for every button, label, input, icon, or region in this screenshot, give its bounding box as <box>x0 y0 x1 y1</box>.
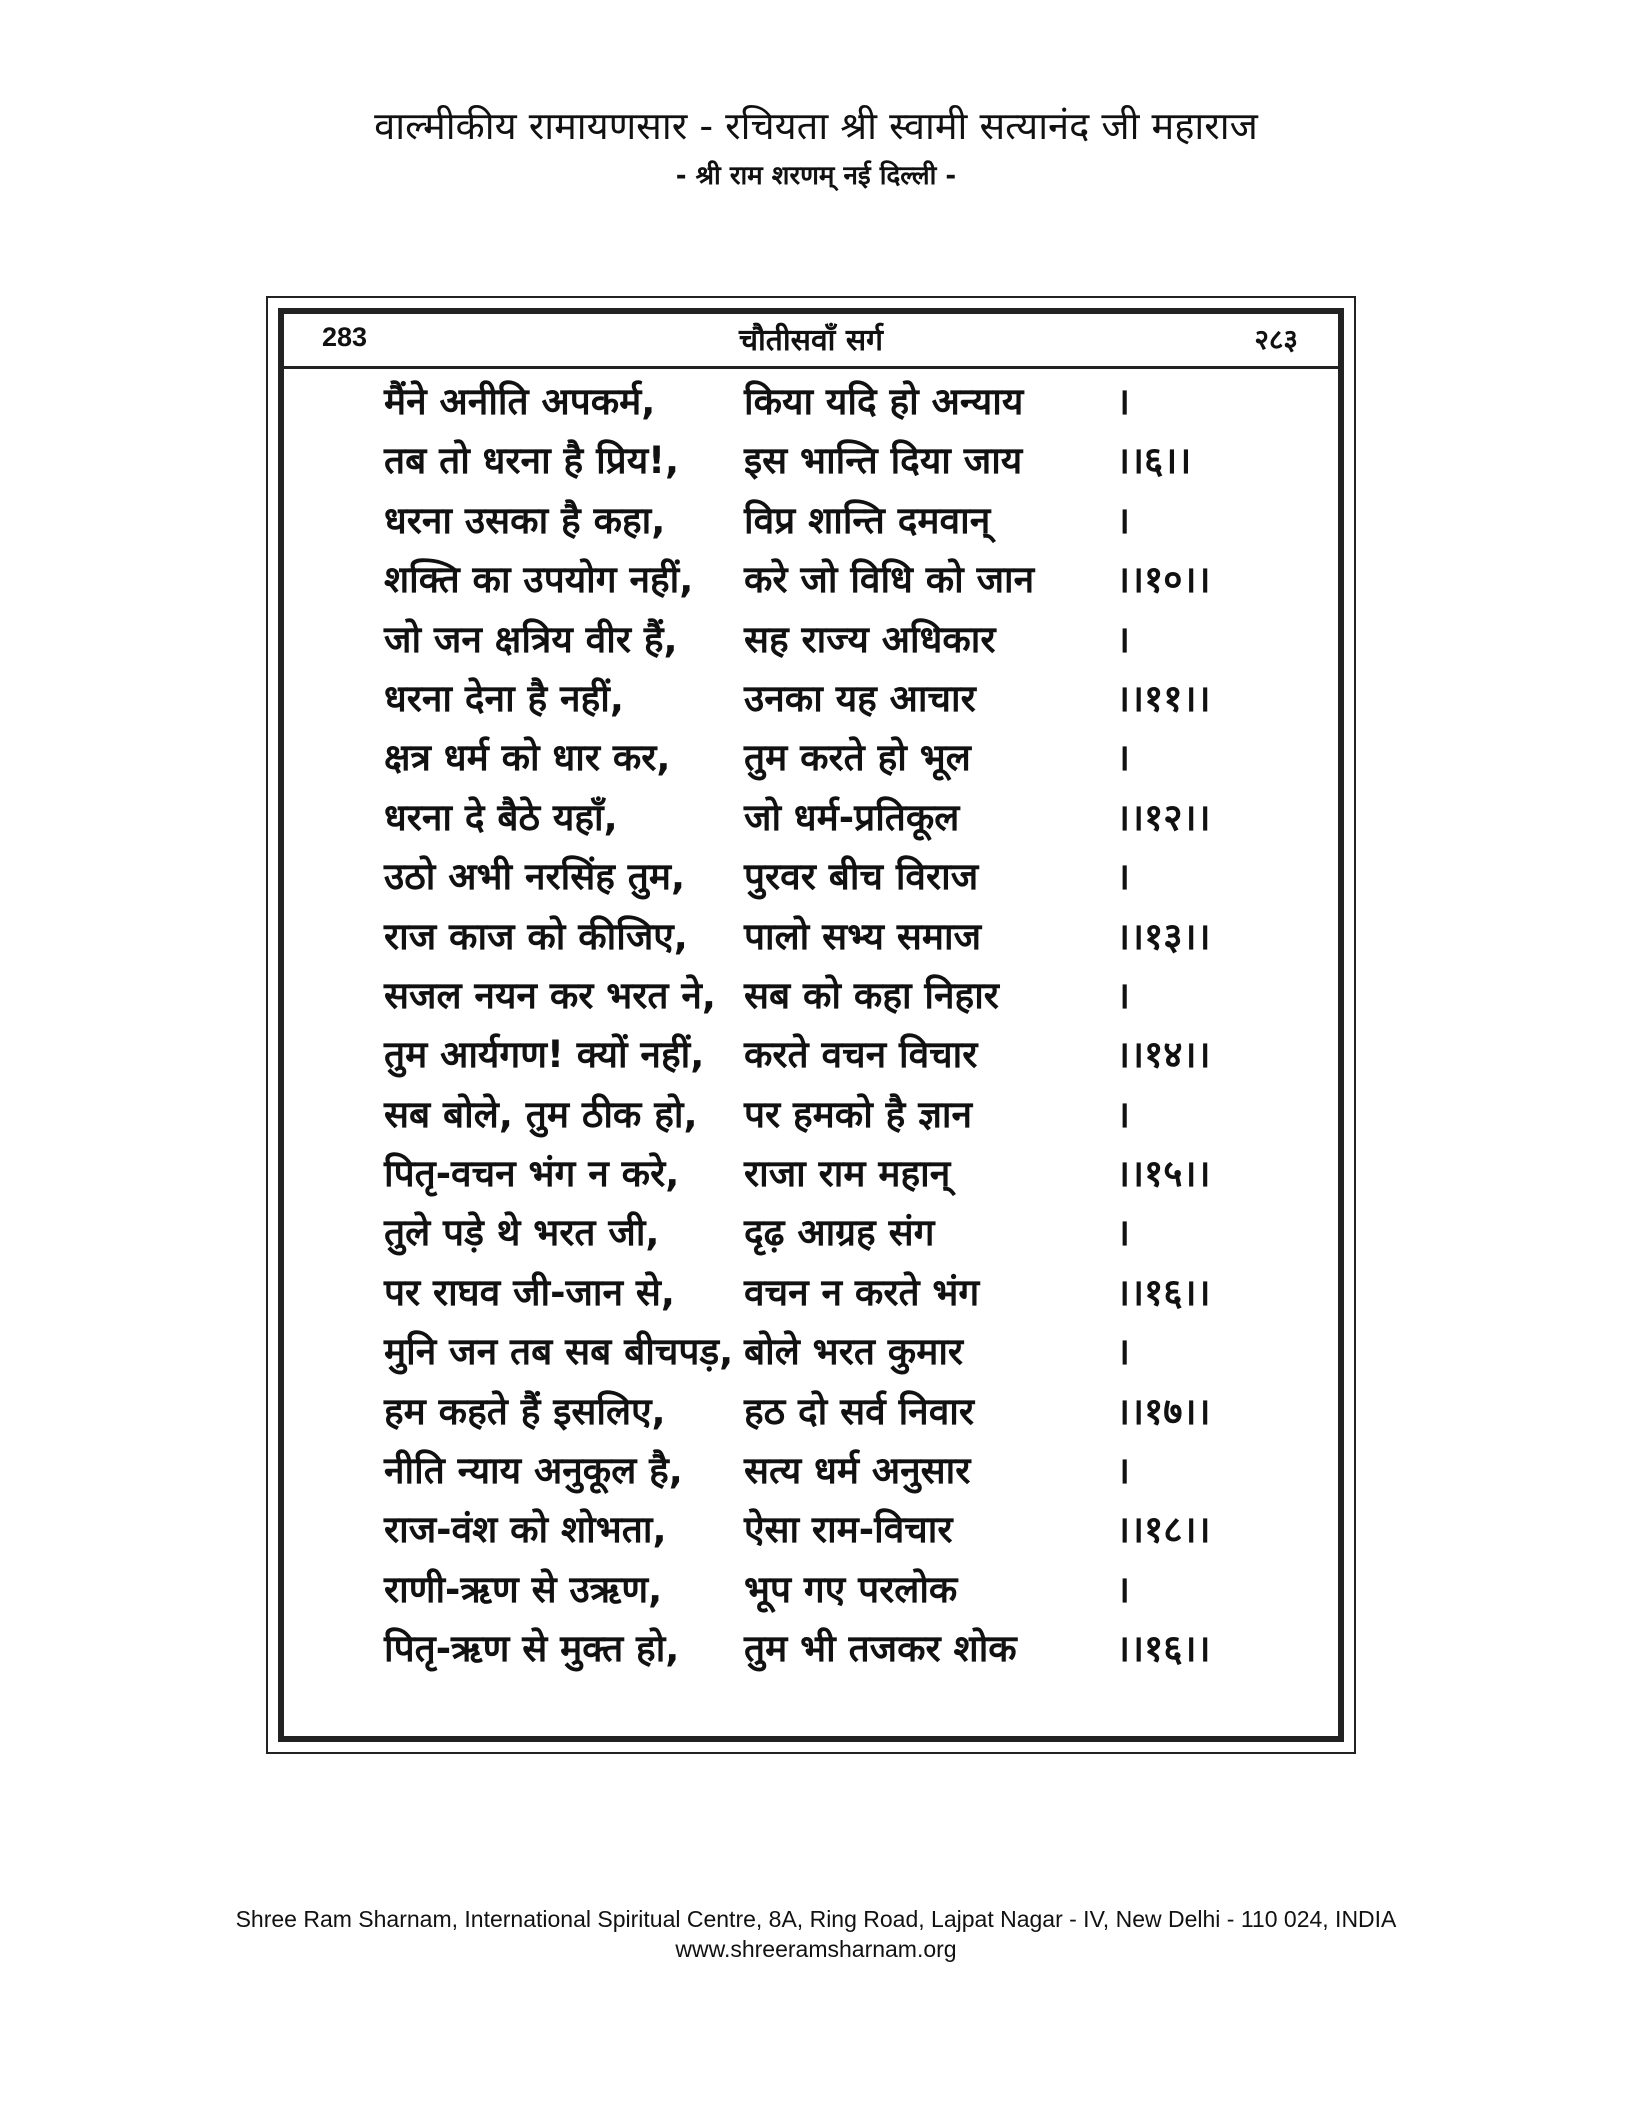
verse-line <box>284 431 1338 490</box>
verse-mark: । <box>1116 1211 1131 1255</box>
verse-second-half: भूप गए परलोक <box>744 1567 958 1611</box>
verse-first-half: तुले पड़े थे भरत जी, <box>384 1211 660 1255</box>
verse-first-half: क्षत्र धर्म को धार कर, <box>384 736 671 780</box>
verse-first-half: धरना उसका है कहा, <box>384 498 666 542</box>
verse-line <box>284 1144 1338 1203</box>
verse-line <box>284 550 1338 609</box>
document-title: वाल्मीकीय रामायणसार - रचियता श्री स्वामी सत्यानंद जी महाराज <box>374 104 1258 148</box>
verse-first-half: धरना दे बैठे यहाँ, <box>384 795 618 839</box>
verse-first-half: राणी-ऋण से उऋण, <box>384 1567 663 1611</box>
verse-second-half: तुम भी तजकर शोक <box>744 1627 1017 1671</box>
verse-line <box>284 1203 1338 1262</box>
verse-first-half: तुम आर्यगण! क्यों नहीं, <box>384 1033 705 1077</box>
verse-line <box>284 1025 1338 1084</box>
verse-mark: ।।११।। <box>1116 676 1211 720</box>
verse-first-half: पितृ-वचन भंग न करे, <box>384 1152 680 1196</box>
verse-mark: । <box>1116 498 1131 542</box>
verse-mark: । <box>1116 1567 1131 1611</box>
verse-mark: ।।१६।। <box>1116 1627 1211 1671</box>
verse-line <box>284 669 1338 728</box>
verse-line <box>284 788 1338 847</box>
verse-mark: । <box>1116 855 1131 899</box>
page-header <box>284 314 1338 369</box>
verse-line <box>284 1560 1338 1619</box>
document-subtitle: - श्री राम शरणम् नई दिल्ली - <box>675 161 957 191</box>
verse-mark: । <box>1116 1449 1131 1493</box>
chapter-title: चौतीसवाँ सर्ग <box>738 323 884 358</box>
verse-first-half: उठो अभी नरसिंह तुम, <box>384 855 686 899</box>
verse-second-half: तुम करते हो भूल <box>744 736 971 780</box>
verse-mark: ।।१६।। <box>1116 1270 1211 1314</box>
verse-second-half: जो धर्म-प्रतिकूल <box>744 795 960 839</box>
page-frame <box>266 296 1356 1754</box>
page-number-latin: 283 <box>322 322 368 352</box>
verse-second-half: किया यदि हो अन्याय <box>744 380 1024 423</box>
verse-first-half: धरना देना है नहीं, <box>384 676 624 720</box>
verse-mark: ।।१०।। <box>1116 558 1211 602</box>
footer-website[interactable]: www.shreeramsharnam.org <box>675 1936 957 1962</box>
verse-first-half: सब बोले, तुम ठीक हो, <box>384 1092 698 1136</box>
verse-second-half: सह राज्य अधिकार <box>744 617 996 661</box>
verse-line <box>284 1441 1338 1500</box>
verse-first-half: शक्ति का उपयोग नहीं, <box>384 558 694 602</box>
verse-line <box>284 1085 1338 1144</box>
verse-mark: । <box>1116 380 1131 423</box>
verse-second-half: सब को कहा निहार <box>744 973 999 1017</box>
verse-line <box>284 847 1338 906</box>
verse-second-half: पर हमको है ज्ञान <box>744 1092 973 1136</box>
verse-first-half: पितृ-ऋण से मुक्त हो, <box>384 1627 680 1671</box>
page-number-devanagari: २८३ <box>1254 323 1298 356</box>
verse-first-half: राज-वंश को शोभता, <box>384 1508 667 1552</box>
verse-second-half: वचन न करते भंग <box>744 1270 980 1314</box>
verse-first-half: सजल नयन कर भरत ने, <box>384 973 716 1017</box>
verse-mark: ।।६।। <box>1116 439 1192 483</box>
verse-line <box>284 1263 1338 1322</box>
verse-mark: ।।१३।। <box>1116 914 1211 958</box>
verse-mark: ।।१८।। <box>1116 1508 1211 1552</box>
verse-first-half: पर राघव जी-जान से, <box>384 1270 675 1314</box>
verse-second-half: बोले भरत कुमार <box>744 1330 964 1374</box>
verse-line <box>284 1322 1338 1381</box>
verse-mark: । <box>1116 1330 1131 1374</box>
verse-second-half: राजा राम महान् <box>744 1152 951 1196</box>
verse-line <box>284 1500 1338 1559</box>
verse-mark: ।।१२।। <box>1116 795 1211 839</box>
page-frame-inner <box>278 308 1344 1742</box>
verse-first-half: नीति न्याय अनुकूल है, <box>384 1449 683 1493</box>
verse-second-half: पुरवर बीच विराज <box>744 855 979 899</box>
verse-second-half: ऐसा राम-विचार <box>744 1508 953 1552</box>
verse-line <box>284 728 1338 787</box>
verse-second-half: करते वचन विचार <box>744 1033 978 1077</box>
verse-line <box>284 907 1338 966</box>
verse-first-half: जो जन क्षत्रिय वीर हैं, <box>384 617 678 661</box>
verse-first-half: हम कहते हैं इसलिए, <box>384 1389 666 1433</box>
verse-mark: ।।१७।। <box>1116 1389 1211 1433</box>
verse-mark: ।।१४।। <box>1116 1033 1211 1077</box>
verse-line <box>284 966 1338 1025</box>
verse-second-half: पालो सभ्य समाज <box>744 914 982 958</box>
verse-second-half: विप्र शान्ति दमवान् <box>744 498 991 542</box>
verse-second-half: सत्य धर्म अनुसार <box>744 1449 971 1493</box>
verse-second-half: दृढ़ आग्रह संग <box>744 1211 935 1255</box>
verse-list <box>284 372 1338 1679</box>
verse-second-half: उनका यह आचार <box>744 676 976 720</box>
verse-line <box>284 1619 1338 1678</box>
verse-second-half: करे जो विधि को जान <box>744 558 1035 602</box>
verse-first-half: तब तो धरना है प्रिय!, <box>384 439 680 483</box>
footer-address: Shree Ram Sharnam, International Spiritual Centre, 8A, Ring Road, Lajpat Nagar - IV, New Delhi - 110 024, INDIA <box>235 1906 1397 1932</box>
verse-mark: । <box>1116 617 1131 661</box>
verse-line <box>284 372 1338 431</box>
verse-mark: । <box>1116 1092 1131 1136</box>
verse-line <box>284 610 1338 669</box>
verse-mark: । <box>1116 736 1131 780</box>
verse-mark: ।।१५।। <box>1116 1152 1211 1196</box>
verse-second-half: इस भान्ति दिया जाय <box>744 439 1023 483</box>
verse-first-half: मुनि जन तब सब बीचपड़, <box>384 1330 734 1374</box>
verse-first-half: राज काज को कीजिए, <box>384 914 688 958</box>
verse-line <box>284 1382 1338 1441</box>
verse-first-half: मैंने अनीति अपकर्म, <box>384 380 656 423</box>
verse-second-half: हठ दो सर्व निवार <box>744 1389 975 1433</box>
verse-line <box>284 491 1338 550</box>
verse-mark: । <box>1116 973 1131 1017</box>
